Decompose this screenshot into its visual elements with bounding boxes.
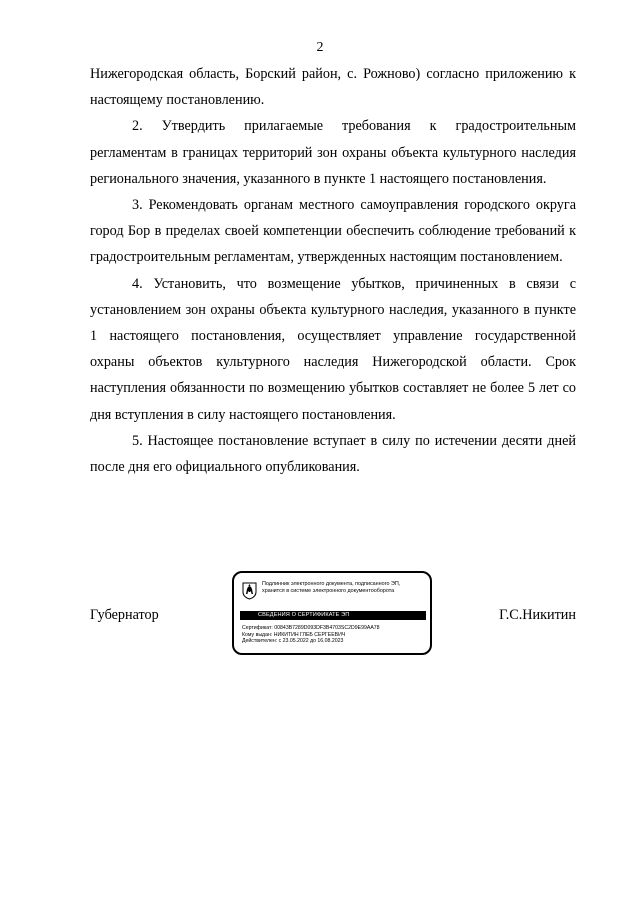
certificate-info-bar: СВЕДЕНИЯ О СЕРТИФИКАТЕ ЭП [240,611,426,620]
certificate-details [242,625,428,645]
coat-of-arms-icon [242,582,257,600]
paragraph-item-5: 5. Настоящее постановление вступает в силу по истечении десяти дней после дня его официального опубликования. [90,432,576,476]
certificate-label: Сертификат: [242,625,273,631]
stamp-header [262,581,428,595]
paragraph-item-3: 3. Рекомендовать органам местного самоуправления городского округа город Бор в пределах своей компетенции обеспечить соблюдение требований к градостроительным регламентам, утвержденных настоящим постановлением. [90,197,576,266]
document-body [90,61,576,480]
signer-name: Г.С.Никитин [499,607,576,623]
paragraph-continuation: Нижегородская область, Борский район, с. Рожново) согласно приложению к настоящему постановлению. [90,66,576,109]
validity-row [242,638,428,645]
page-number: 2 [316,40,324,55]
stamp-header-line-2: хранится в системе электронного документооборота [262,588,395,594]
electronic-signature-stamp [232,571,432,655]
validity-value: с 23.05.2022 до 16.08.2023 [278,638,344,645]
certificate-value: 00843B7289D093DF3B4703SC2D9E99AA78 [274,625,380,631]
certificate-row [242,625,428,632]
paragraph-item-4: 4. Установить, что возмещение убытков, причиненных в связи с установлением зон охраны объекта культурного наследия, указанного в пункте 1 настоящего постановления, осуществляет управление государственной охраны объектов культурного наследия Нижегородской области. Срок наступления обязанности по возмещению убытков составляет не более 5 лет со дня вступления в силу настоящего постановления. [90,275,576,423]
signer-title: Губернатор [90,607,159,623]
issued-to-value: НИКИТИН ГЛЕБ СЕРГЕЕВИЧ [273,631,346,638]
validity-label: Действителен: [242,638,278,645]
issued-to-label: Кому выдан: [242,631,273,638]
stamp-header-line-1: Подлинник электронного документа, подписанного ЭП, [262,581,401,587]
paragraph-item-2: 2. Утвердить прилагаемые требования к градостроительным регламентам в границах территорий зон охраны объекта культурного наследия регионального значения, указанного в пункте 1 настоящего постановления. [90,118,576,187]
